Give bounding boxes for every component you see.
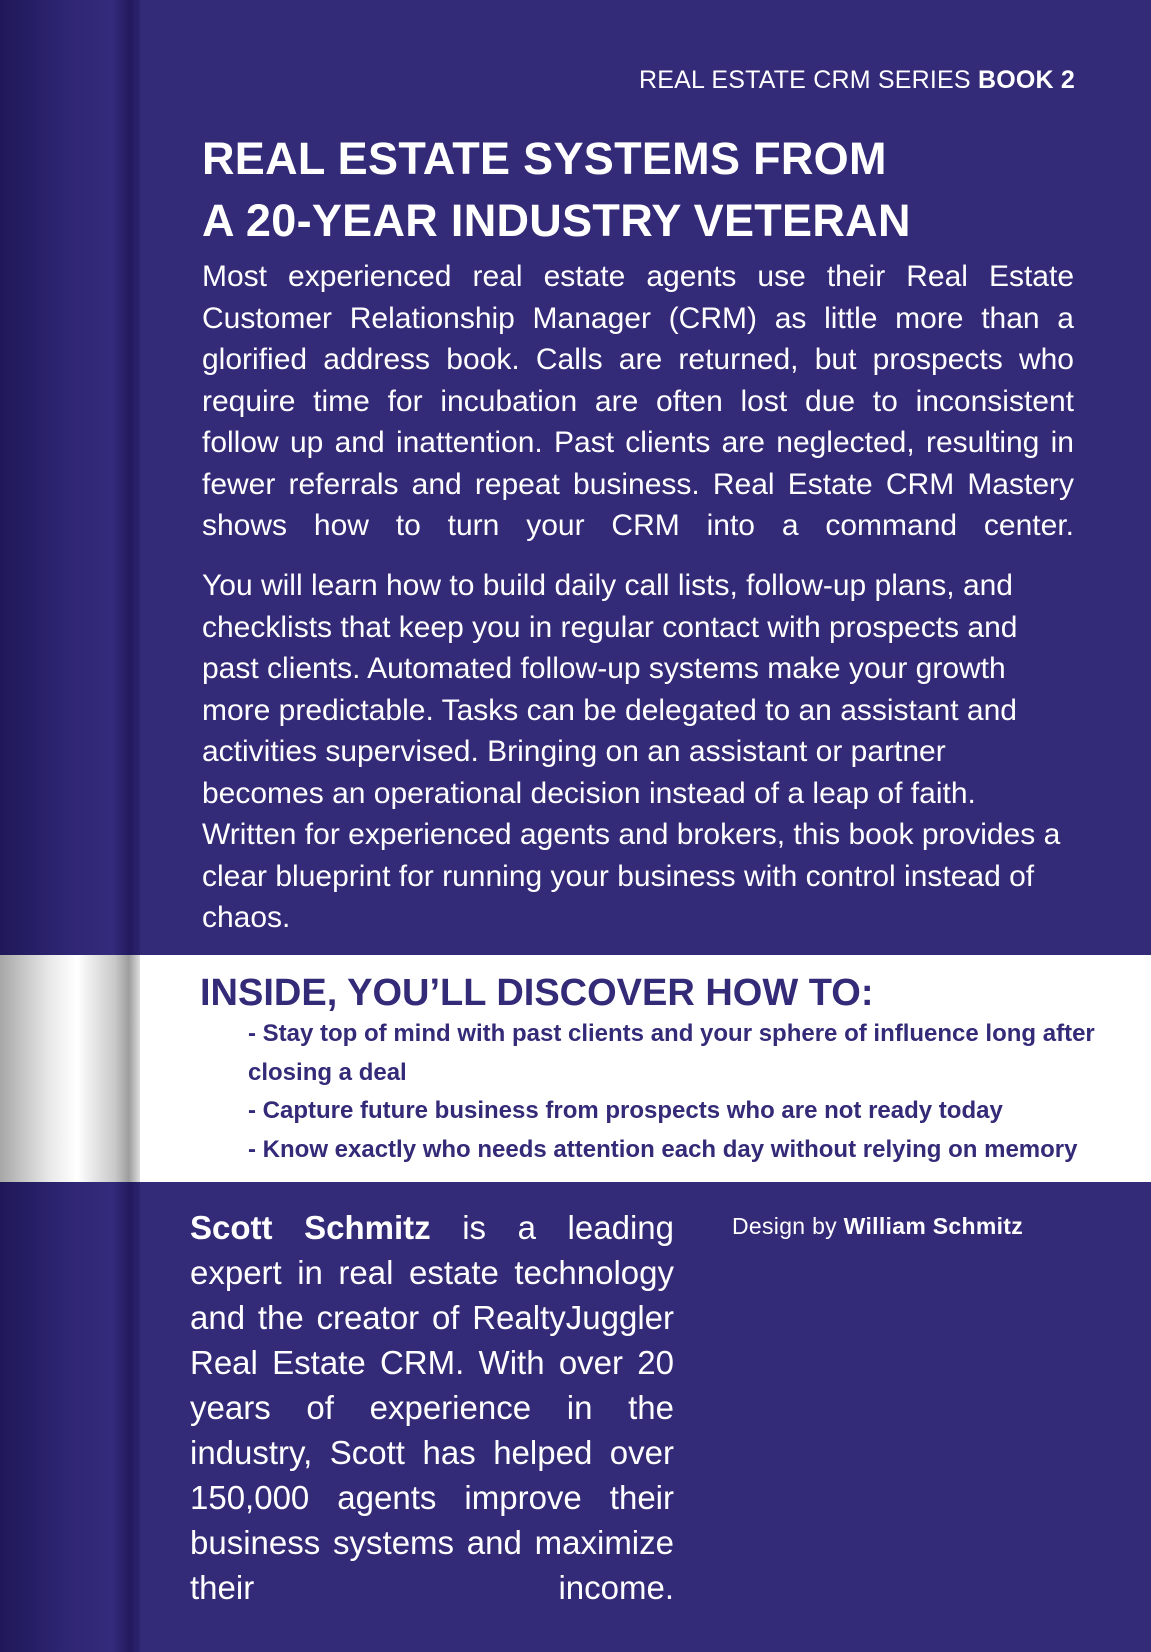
book-spine bbox=[0, 0, 140, 1652]
book-number: BOOK 2 bbox=[977, 66, 1075, 94]
headline-line-1: REAL ESTATE SYSTEMS FROM bbox=[202, 133, 887, 184]
description-paragraph-2: You will learn how to build daily call lists, follow-up plans, and checklists that keep you in regular contact with prospects and past clients. Automated follow-up systems make your growth more predictable. Tasks can be delegated to an assistant and activities supervised. Bringing on an assistant or partner becomes an operational decision instead of a leap of faith. Written for experienced agents and brokers, this book provides a clear blueprint for running your business with control instead of chaos. bbox=[202, 569, 1061, 934]
discover-item: - Stay top of mind with past clients and your sphere of influence long after closing a deal bbox=[248, 1020, 1095, 1086]
author-bio bbox=[190, 1205, 674, 1610]
headline-line-2: A 20-YEAR INDUSTRY VETERAN bbox=[202, 195, 911, 246]
series-label bbox=[639, 66, 1075, 95]
design-credit bbox=[732, 1213, 1023, 1240]
description-paragraph-1: Most experienced real estate agents use their Real Estate Customer Relationship Manager (CRM) as little more than a glorified address book. Calls are returned, but prospects who require time for incubation are often lost due to inconsistent follow up and inattention. Past clients are neglected, resulting in fewer referrals and repeat business. Real Estate CRM Mastery shows how to turn your CRM into a command center. bbox=[202, 260, 1074, 542]
author-name: Scott Schmitz bbox=[190, 1209, 431, 1246]
discover-item: - Capture future business from prospects who are not ready today bbox=[248, 1097, 1003, 1124]
design-credit-prefix: Design by bbox=[732, 1213, 844, 1239]
headline bbox=[202, 128, 1082, 252]
discover-item: - Know exactly who needs attention each day without relying on memory bbox=[248, 1135, 1078, 1163]
discover-band bbox=[0, 955, 1151, 1182]
band-spine bbox=[0, 955, 140, 1182]
designer-name: William Schmitz bbox=[843, 1213, 1024, 1239]
author-bio-text: is a leading expert in real estate technology and the creator of RealtyJuggler Real Estate CRM. With over 20 years of experience in the industry, Scott has helped over 150,000 agents improve their business systems and maximize their income. bbox=[190, 1209, 674, 1606]
discover-list bbox=[248, 1015, 1138, 1169]
series-prefix: REAL ESTATE CRM SERIES bbox=[639, 66, 971, 94]
discover-title: INSIDE, YOU’LL DISCOVER HOW TO: bbox=[200, 972, 874, 1014]
